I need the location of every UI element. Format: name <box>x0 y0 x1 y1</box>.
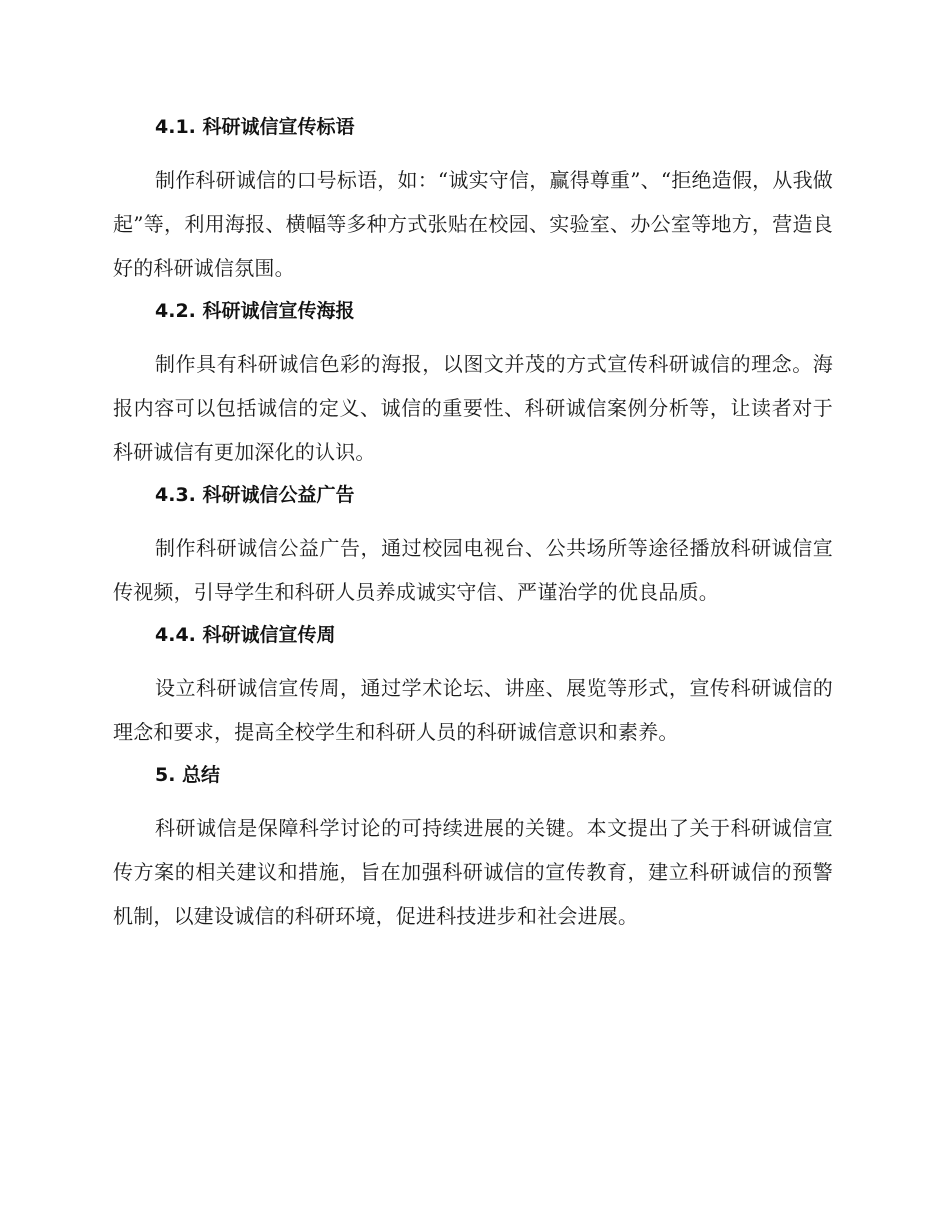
section-paragraph: 设立科研诚信宣传周，通过学术论坛、讲座、展览等形式，宣传科研诚信的理念和要求，提高全校学生和科研人员的科研诚信意识和素养。 <box>113 676 833 744</box>
section-paragraph: 制作科研诚信的口号标语，如：“诚实守信，赢得尊重”、“拒绝造假，从我做起”等，利用海报、横幅等多种方式张贴在校园、实验室、办公室等地方，营造良好的科研诚信氛围。 <box>113 168 833 280</box>
document-content <box>113 112 833 944</box>
section-heading: 4.1. 科研诚信宣传标语 <box>155 116 355 138</box>
section-heading: 5. 总结 <box>155 764 221 786</box>
section-heading: 4.4. 科研诚信宣传周 <box>155 624 336 646</box>
section-4-4 <box>113 620 833 754</box>
section-5 <box>113 760 833 938</box>
section-heading: 4.2. 科研诚信宣传海报 <box>155 300 355 322</box>
section-4-1 <box>113 112 833 290</box>
section-heading: 4.3. 科研诚信公益广告 <box>155 484 355 506</box>
section-paragraph: 制作科研诚信公益广告，通过校园电视台、公共场所等途径播放科研诚信宣传视频，引导学生和科研人员养成诚实守信、严谨治学的优良品质。 <box>113 536 833 604</box>
section-paragraph: 科研诚信是保障科学讨论的可持续进展的关键。本文提出了关于科研诚信宣传方案的相关建议和措施，旨在加强科研诚信的宣传教育，建立科研诚信的预警机制，以建设诚信的科研环境，促进科技进步和社会进展。 <box>113 816 833 928</box>
section-paragraph: 制作具有科研诚信色彩的海报，以图文并茂的方式宣传科研诚信的理念。海报内容可以包括诚信的定义、诚信的重要性、科研诚信案例分析等，让读者对于科研诚信有更加深化的认识。 <box>113 352 833 464</box>
section-4-2 <box>113 296 833 474</box>
section-4-3 <box>113 480 833 614</box>
